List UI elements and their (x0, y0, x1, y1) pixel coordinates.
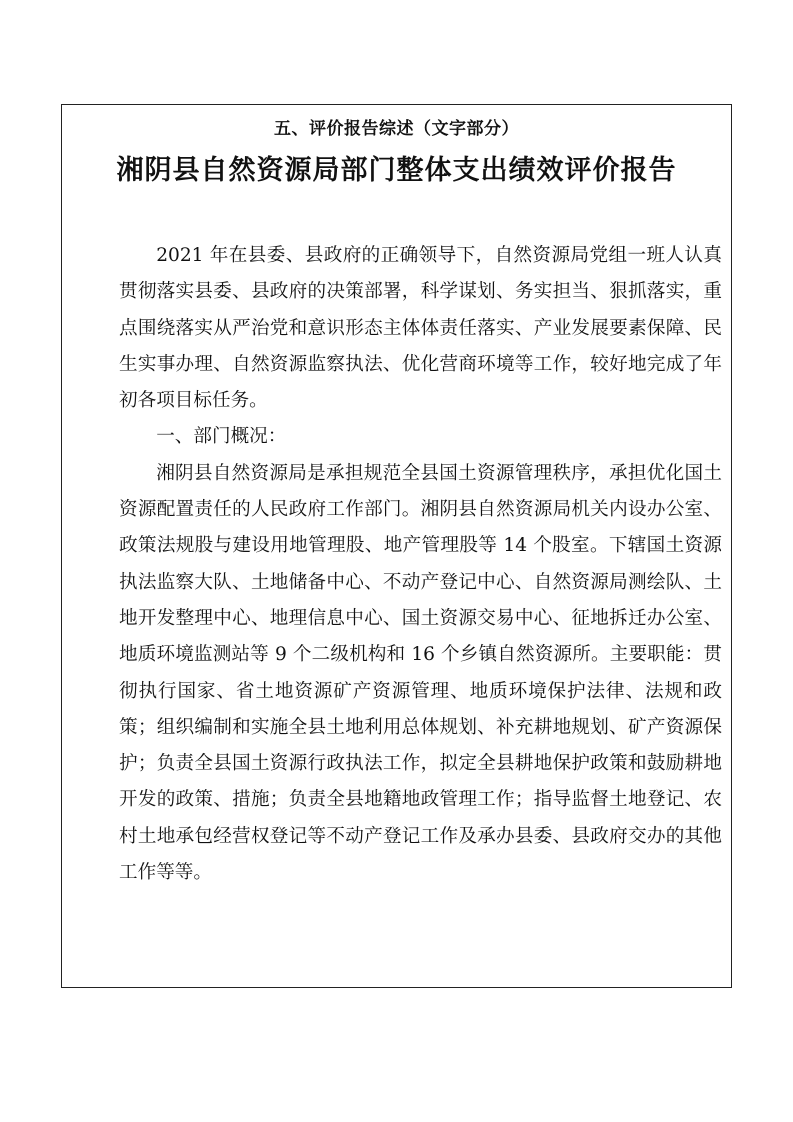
report-frame (61, 104, 732, 988)
section-heading: 五、评价报告综述（文字部分） (274, 119, 519, 139)
overview-paragraph: 湘阴县自然资源局是承担规范全县国土资源管理秩序，承担优化国土资源配置责任的人民政府工作部门。湘阴县自然资源局机关内设办公室、政策法规股与建设用地管理股、地产管理股等 14 个股室。下辖国土资源执法监察大队、土地储备中心、不动产登记中心、自然资源局测绘队、土地开发整理中心、地理信息中心、国土资源交易中心、征地拆迁办公室、地质环境监测站等 9 个二级机构和 16 个乡镇自然资源所。主要职能：贯彻执行国家、省土地资源矿产资源管理、地质环境保护法律、法规和政策；组织编制和实施全县土地利用总体规划、补充耕地规划、矿产资源保护；负责全县国土资源行政执法工作，拟定全县耕地保护政策和鼓励耕地开发的政策、措施；负责全县地籍地政管理工作；指导监督土地登记、农村土地承包经营权登记等不动产登记工作及承办县委、县政府交办的其他工作等等。 (119, 462, 722, 884)
report-body (119, 238, 722, 891)
intro-paragraph: 2021 年在县委、县政府的正确领导下，自然资源局党组一班人认真贯彻落实县委、县政府的决策部署，科学谋划、务实担当、狠抓落实，重点围绕落实从严治党和意识形态主体体责任落实、产业发展要素保障、民生实事办理、自然资源监察执法、优化营商环境等工作，较好地完成了年初各项目标任务。 (119, 245, 722, 412)
subsection-heading: 一、部门概况： (156, 426, 287, 448)
document-title: 湘阴县自然资源局部门整体支出绩效评价报告 (116, 155, 677, 186)
